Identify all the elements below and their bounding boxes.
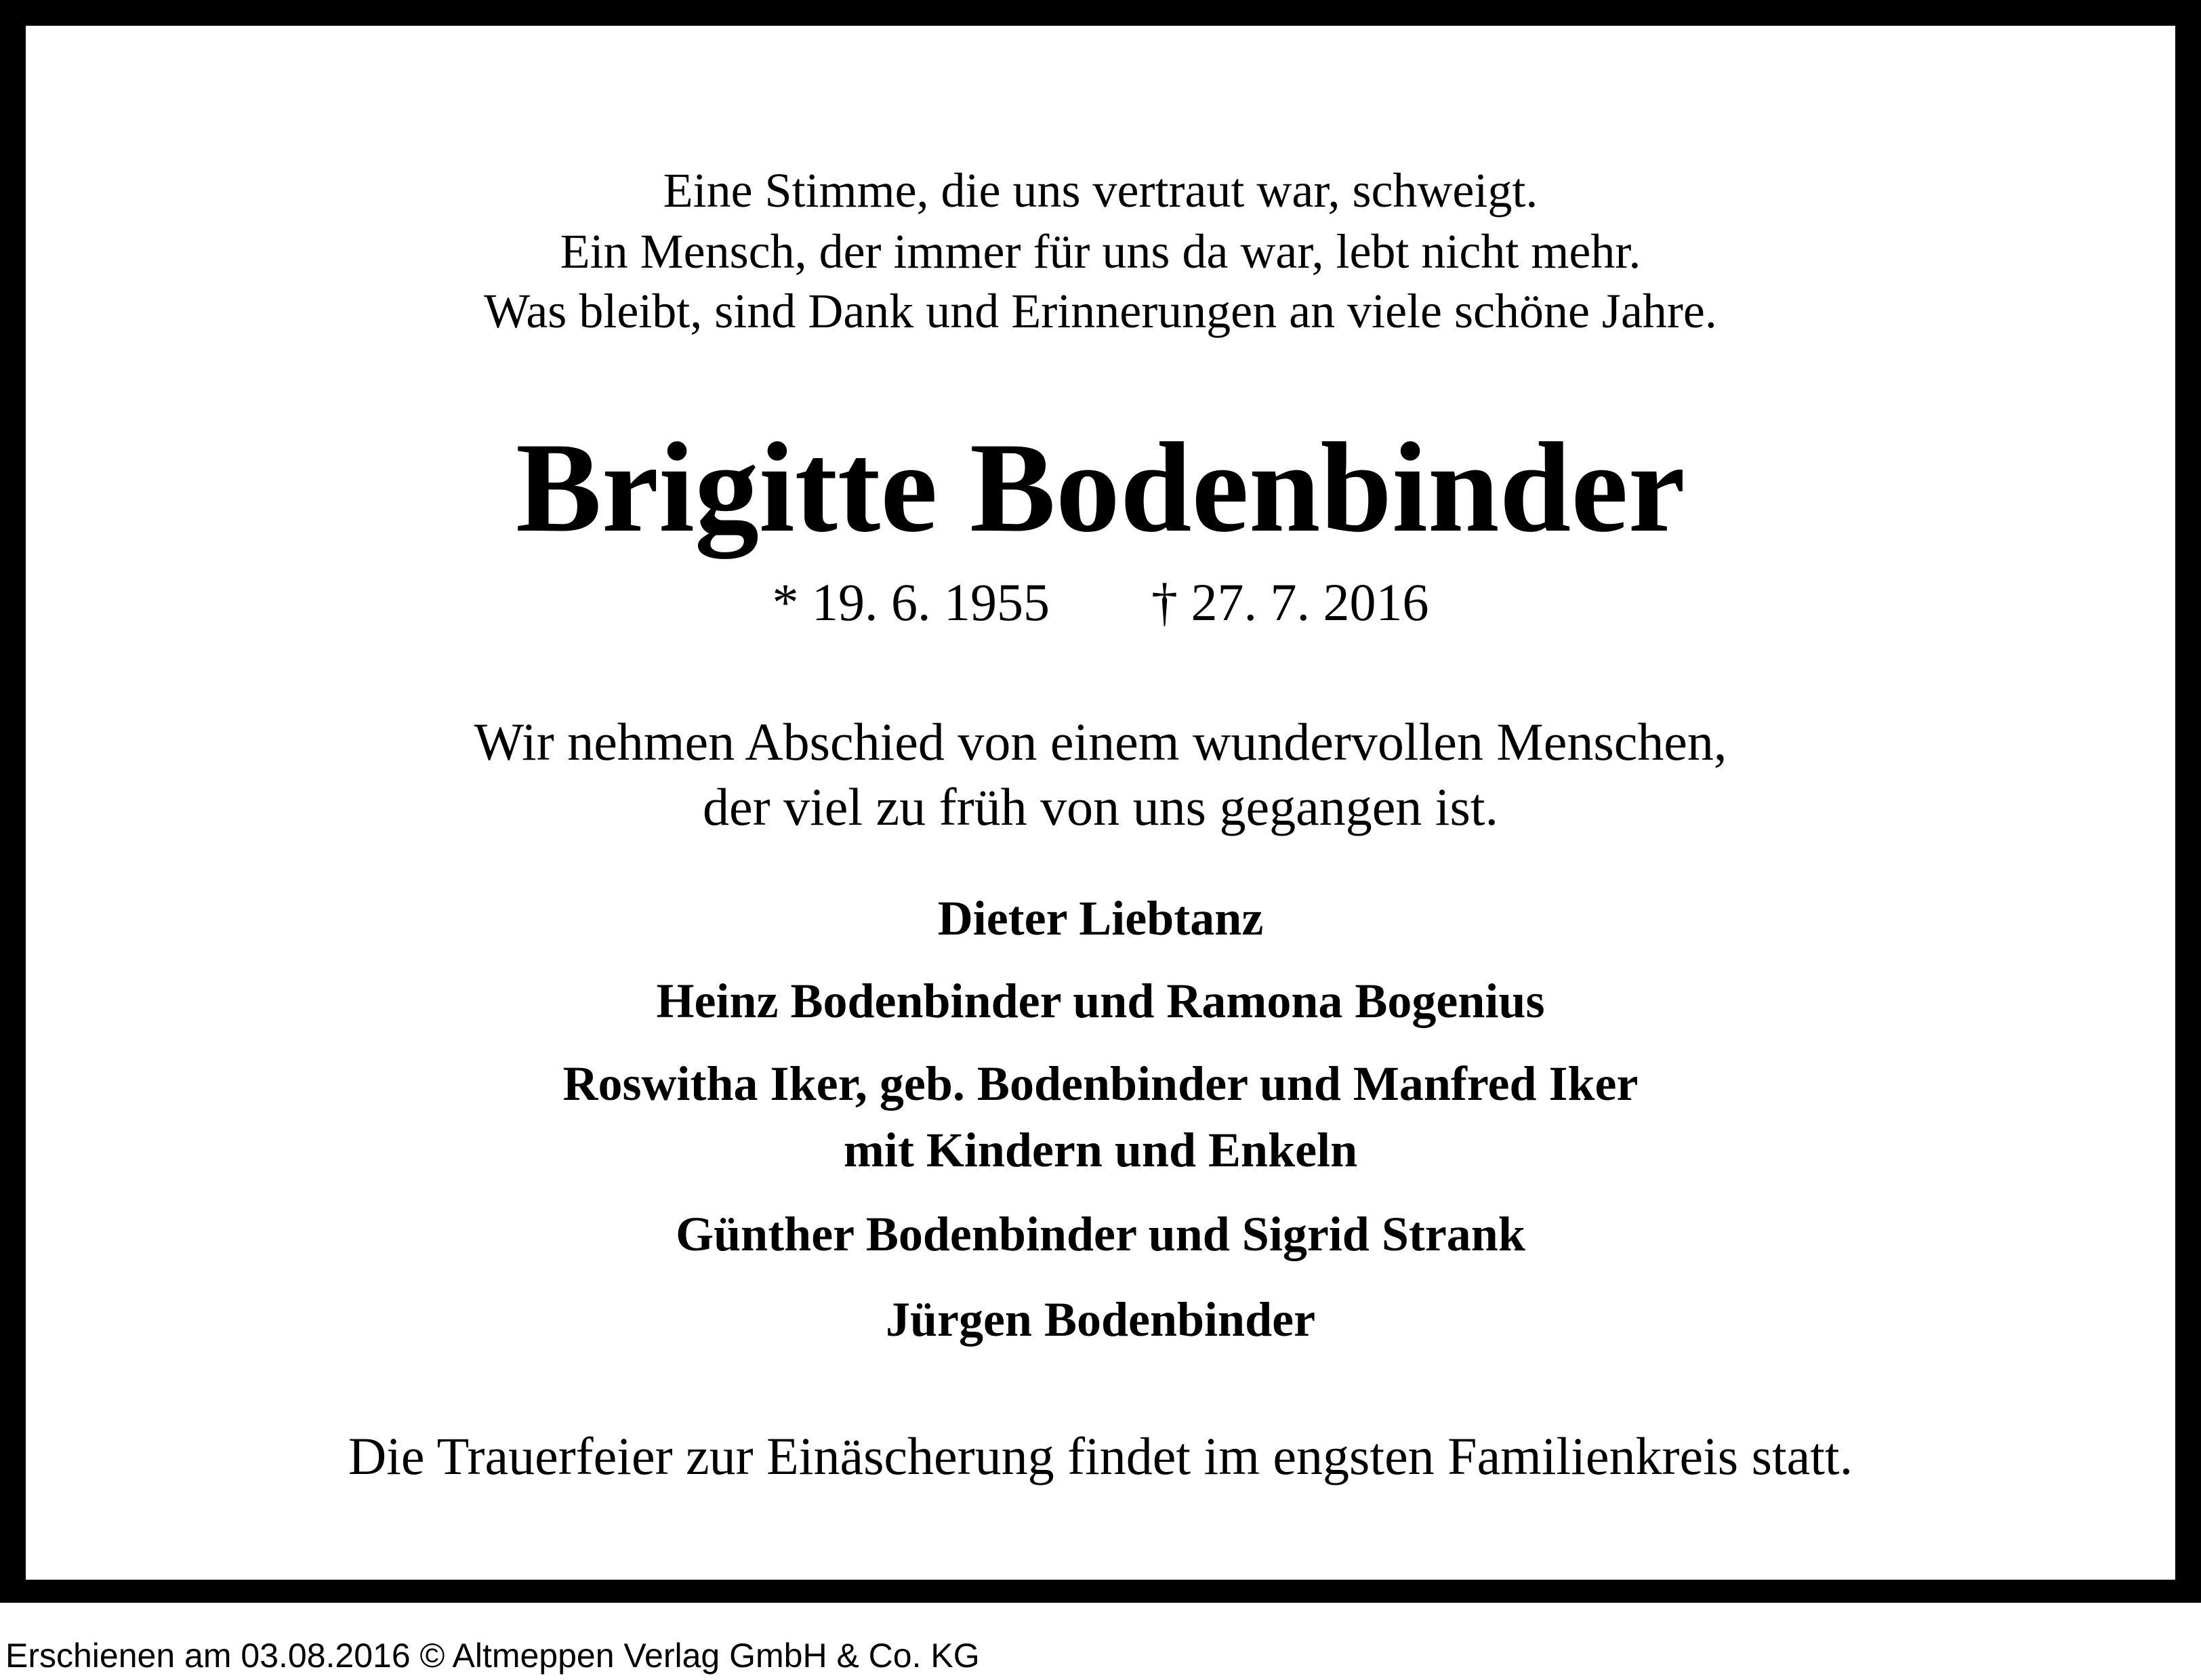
life-dates (26, 572, 2175, 633)
funeral-notice: Die Trauerfeier zur Einäscherung findet im engsten Familienkreis statt. (348, 1427, 1853, 1486)
birth-date: * 19. 6. 1955 (772, 573, 1050, 632)
verse-line-2: Ein Mensch, der immer für uns da war, lebt nicht mehr. (560, 224, 1641, 279)
mourner-3: Roswitha Iker, geb. Bodenbinder und Manfred Iker (562, 1057, 1639, 1111)
mourner-3-addendum: mit Kindern und Enkeln (843, 1123, 1358, 1177)
publication-footer: Erschienen am 03.08.2016 © Altmeppen Verlag GmbH & Co. KG (5, 1637, 980, 1675)
death-date: † 27. 7. 2016 (1151, 573, 1429, 632)
farewell-line-1: Wir nehmen Abschied von einem wundervollen Menschen, (474, 712, 1727, 771)
mourner-4: Günther Bodenbinder und Sigrid Strank (676, 1207, 1525, 1261)
mourner-1: Dieter Liebtanz (937, 891, 1264, 945)
deceased-name: Brigitte Bodenbinder (516, 417, 1685, 559)
verse-line-1: Eine Stimme, die uns vertraut war, schweigt. (663, 163, 1538, 218)
verse-line-3: Was bleibt, sind Dank und Erinnerungen an viele schöne Jahre. (484, 284, 1717, 338)
farewell-line-2: der viel zu früh von uns gegangen ist. (702, 777, 1499, 836)
mourner-2: Heinz Bodenbinder und Ramona Bogenius (656, 974, 1545, 1028)
mourner-5: Jürgen Bodenbinder (885, 1292, 1316, 1347)
